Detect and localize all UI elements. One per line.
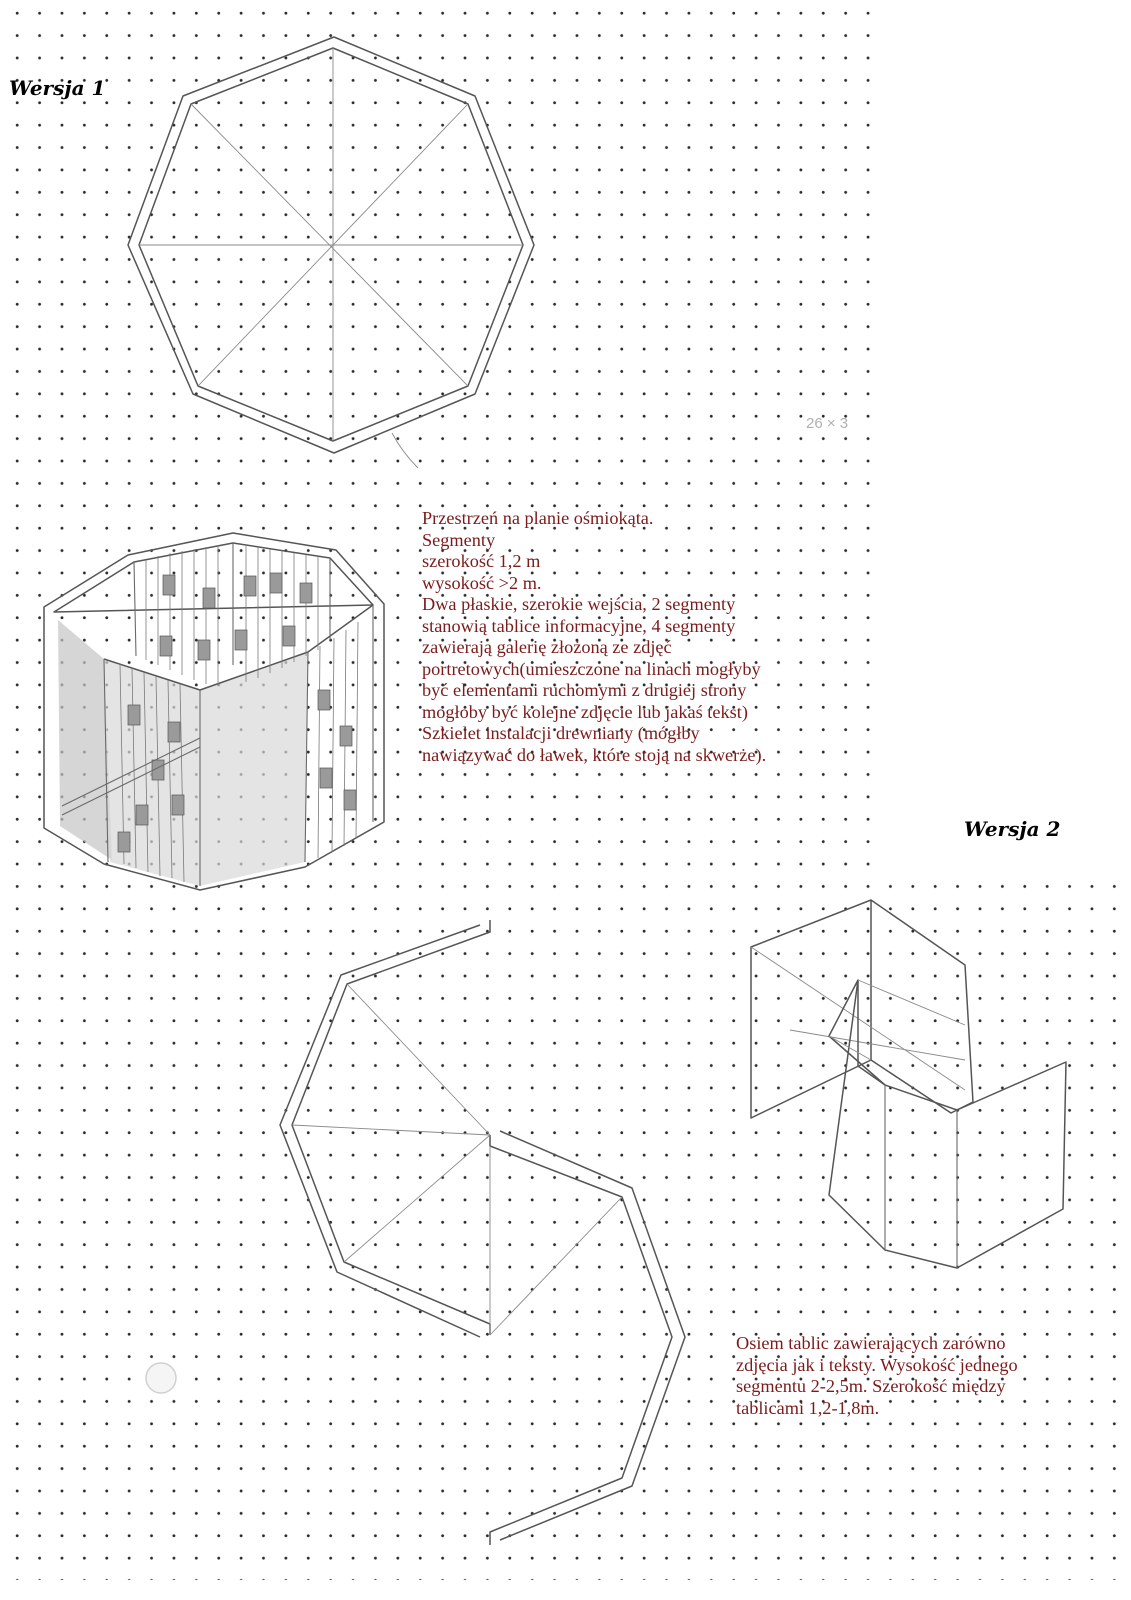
note-line: Szkielet instalacji drewniany (mógłby — [422, 723, 700, 743]
note-line: wysokość >2 m. — [422, 572, 542, 593]
octagonal-pavilion-sketch — [44, 533, 384, 890]
version-2-description — [736, 1333, 1018, 1419]
note-line: segmentu 2-2,5m. Szerokość między — [736, 1376, 1006, 1396]
note-line: szerokość 1,2 m — [422, 551, 541, 571]
zigzag-panels-sketch — [751, 900, 1066, 1268]
pin-hole-mark — [146, 1363, 176, 1393]
note-line: portretowych(umieszczone na linach mogłyby — [422, 658, 761, 679]
note-line: Dwa płaskie, szerokie wejścia, 2 segmenty — [422, 594, 736, 614]
note-line: Osiem tablic zawierających zarówno — [736, 1333, 1006, 1353]
version-2-heading: Wersja 2 — [964, 817, 1061, 841]
faint-pencil-note: 26 × 3 — [806, 415, 849, 432]
version-1-heading: Wersja 1 — [9, 76, 106, 100]
zigzag-plan-sketch — [280, 920, 685, 1545]
note-line: tablicami 1,2-1,8m. — [736, 1397, 880, 1418]
note-line: być elementami ruchomymi z drugiej strony — [422, 680, 747, 700]
octagon-plan-sketch — [128, 37, 848, 468]
version-1-description — [422, 508, 766, 766]
note-line: Przestrzeń na planie ośmiokąta. — [422, 508, 654, 528]
note-line: zawierają galerię złożoną ze zdjęć — [422, 637, 672, 657]
note-line: nawiązywać do ławek, które stoją na skwerże). — [422, 744, 767, 765]
note-line: stanowią tablice informacyjne, 4 segmenty — [422, 615, 736, 636]
note-line: zdjęcia jak i teksty. Wysokość jednego — [736, 1354, 1018, 1375]
note-line: Segmenty — [422, 529, 496, 550]
note-line: mogłoby być kolejne zdjęcie lub jakaś tekst) — [422, 701, 748, 722]
